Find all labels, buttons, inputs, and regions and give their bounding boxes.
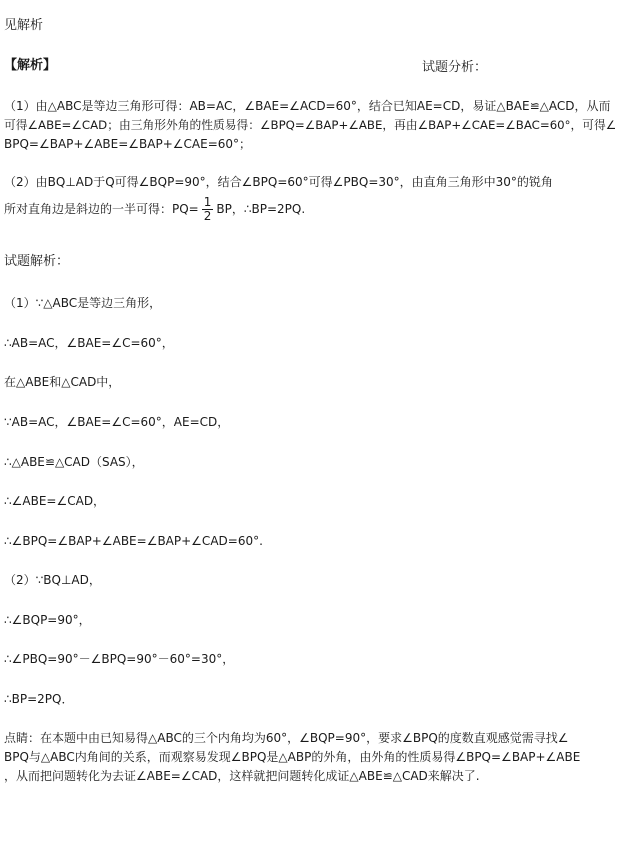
solution-step: ∴BP=2PQ．: [4, 692, 74, 706]
solution-step: （1）∵△ABC是等边三角形，: [4, 296, 162, 310]
analysis-line: （1）由△ABC是等边三角形可得：AB=AC，∠BAE=∠ACD=60°，结合已知AE=CD，易证△BAE≌△ACD，从而: [4, 99, 611, 113]
comment-line: 点睛：在本题中由已知易得△ABC的三个内角均为60°，∠BQP=90°，要求∠BPQ的度数直观感觉需寻找∠: [4, 731, 569, 745]
comment-line: BPQ与△ABC内角间的关系，而观察易发现∠BPQ是△ABP的外角，由外角的性质易得∠BPQ=∠BAP+∠ABE: [4, 750, 581, 764]
analysis-line: BPQ=∠BAP+∠ABE=∠BAP+∠CAE=60°；: [4, 137, 252, 151]
analysis-tag: 【解析】: [4, 58, 57, 73]
fraction-denominator: 2: [203, 209, 212, 223]
fraction-one-half: [202, 196, 214, 223]
fraction-numerator: 1: [203, 195, 212, 209]
analysis-line-with-fraction: [4, 196, 305, 223]
solution-step: （2）∵BQ⊥AD，: [4, 573, 101, 587]
solution-step: ∴∠ABE=∠CAD，: [4, 494, 106, 508]
solution-step: ∴∠BQP=90°，: [4, 613, 91, 627]
analysis-text: 所对直角边是斜边的一半可得：PQ=: [4, 202, 199, 216]
analysis-line: （2）由BQ⊥AD于Q可得∠BQP=90°，结合∠BPQ=60°可得∠PBQ=30°，由直角三角形中30°的锐角: [4, 175, 553, 189]
analysis-line: 可得∠ABE=∠CAD；由三角形外角的性质易得：∠BPQ=∠BAP+∠ABE，再由∠BAP+∠CAE=∠BAC=60°，可得∠: [4, 118, 617, 132]
solution-step: ∴∠BPQ=∠BAP+∠ABE=∠BAP+∠CAD=60°.: [4, 534, 263, 548]
solution-step: 在△ABE和△CAD中，: [4, 375, 121, 389]
solution-step: ∴AB=AC，∠BAE=∠C=60°，: [4, 336, 174, 350]
comment-line: ，从而把问题转化为去证∠ABE=∠CAD，这样就把问题转化成证△ABE≌△CAD来解决了.: [4, 769, 480, 783]
question-analysis-label: 试题分析：: [422, 60, 488, 75]
solution-step: ∵AB=AC，∠BAE=∠C=60°，AE=CD，: [4, 415, 230, 429]
solution-heading: 试题解析：: [4, 254, 70, 269]
see-solution-label: 见解析: [4, 18, 44, 33]
analysis-text: BP，∴BP=2PQ.: [216, 202, 306, 216]
solution-step: ∴∠PBQ=90°－∠BPQ=90°－60°=30°，: [4, 652, 235, 666]
solution-step: ∴△ABE≌△CAD（SAS），: [4, 455, 144, 469]
